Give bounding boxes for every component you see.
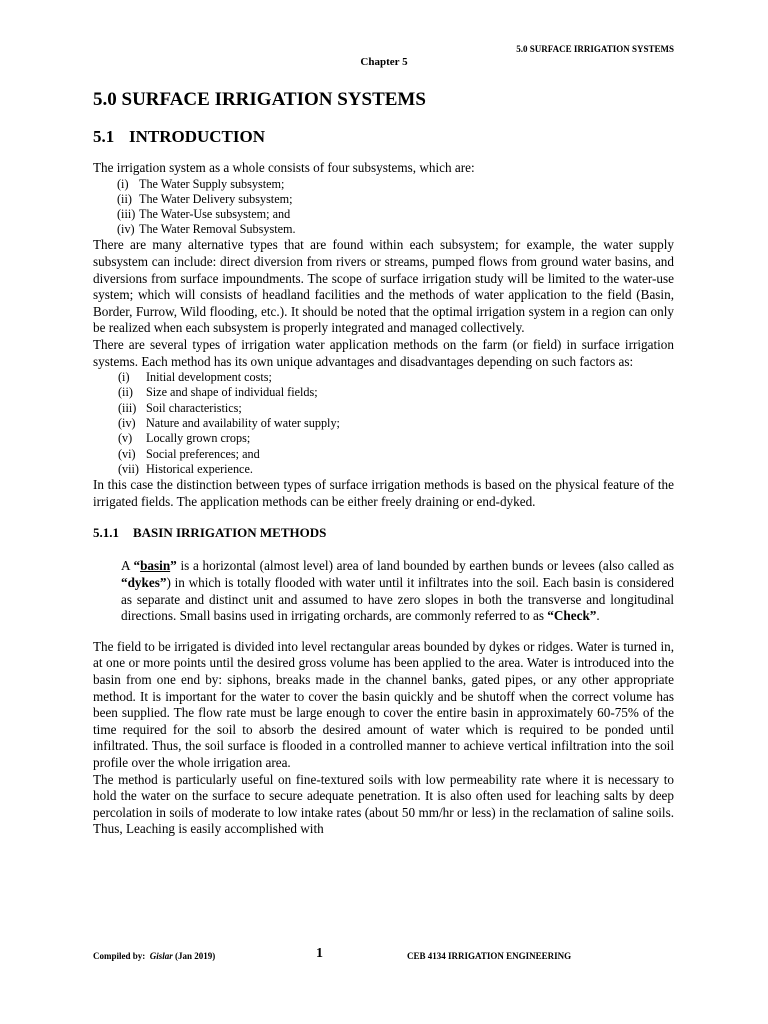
list-item [93, 370, 674, 385]
paragraph: There are several types of irrigation water application methods on the farm (or field) in surface irrigation systems. Each method has its own unique advantages and disadvantages depending on such factors as: [93, 336, 674, 369]
author-name: Gislar [149, 951, 173, 961]
list-marker: (iv) [118, 416, 136, 431]
basin-definition [121, 558, 674, 624]
list-text: Locally grown crops; [146, 431, 251, 446]
course-title: CEB 4134 IRRIGATION ENGINEERING [407, 951, 572, 961]
basin-term [134, 558, 177, 573]
list-marker: (iii) [118, 400, 137, 415]
section-heading [93, 126, 674, 148]
list-text: Social preferences; and [146, 446, 260, 461]
chapter-title: 5.0 SURFACE IRRIGATION SYSTEMS [93, 89, 426, 110]
list-marker: (vi) [118, 446, 136, 461]
subsystem-list [93, 177, 674, 238]
page-number: 1 [316, 946, 323, 961]
list-item [93, 416, 674, 431]
paragraph: The field to be irrigated is divided into level rectangular areas bounded by dykes or ridges. Water is turned in, at one or more points until the desired gross volume has been applied to the area. Water is introduced into the basin from one end by: siphons, breaks made in the channel banks, gated pipes, or any other appropriate method. It is important for the water to cover the basin quickly and be shutoff when the correct volume has been supplied. The flow rate must be large enough to cover the entire basin in approximately 60-75% of the time required for the soil to absorb the desired amount of water which is required to be ponded until infiltrated. Thus, the soil surface is flooded in a controlled manner to achieve vertical infiltration into the soil profile over the whole irrigation area. [93, 638, 674, 770]
dykes-term: “dykes” [121, 575, 167, 591]
list-item [93, 462, 674, 477]
definition-text: is a horizontal (almost level) area of land bounded by earthen bunds or levees (also called as [176, 558, 674, 574]
list-item [93, 431, 674, 446]
running-header: 5.0 SURFACE IRRIGATION SYSTEMS [516, 44, 674, 54]
check-term: “Check” [547, 608, 597, 624]
list-text: Historical experience. [146, 461, 253, 476]
list-text: Nature and availability of water supply; [146, 416, 340, 431]
list-marker: (v) [118, 431, 133, 446]
chapter-label: Chapter 5 [360, 56, 408, 68]
compiled-date: (Jan 2019) [175, 951, 216, 961]
subsection-heading [93, 524, 674, 542]
factor-list [93, 370, 674, 477]
list-text: The Water Supply subsystem; [139, 176, 285, 191]
quote-mark: ” [170, 558, 177, 574]
paragraph: In this case the distinction between types of surface irrigation methods is based on the physical feature of the irrigated fields. The application methods can be either freely draining or end-dyked. [93, 477, 674, 509]
list-text: Soil characteristics; [146, 400, 242, 415]
intro-lead: The irrigation system as a whole consists of four subsystems, which are: [93, 160, 475, 175]
list-text: The Water-Use subsystem; and [139, 207, 291, 221]
section-title: INTRODUCTION [129, 127, 266, 146]
list-marker: (ii) [118, 385, 133, 400]
paragraph: There are many alternative types that are found within each subsystem; for example, the water supply subsystem can include: direct diversion from rivers or streams, pumped flows from ground water basins, and diversions from surface impoundments. The scope of surface irrigation study will be limited to the water-use system; which will consists of headland facilities and the methods of water application to the field (Basin, Border, Furrow, Wild flooding, etc.). It should be noted that the optimal irrigation system in a region can only be realized when each subsystem is properly integrated and managed collectively. [93, 237, 674, 336]
definition-text: A [121, 558, 134, 574]
list-marker: (i) [117, 176, 129, 191]
definition-text: ) in which is totally flooded with water until it infiltrates into the soil. Each basin is considered as separate and distinct unit and assumed to have zero slopes in both the transverse and longitudinal directions. Small basins used in irrigating orchards, are commonly referred to as [121, 575, 674, 624]
list-marker: (iii) [117, 207, 136, 221]
list-item [93, 385, 674, 400]
list-marker: (vii) [118, 461, 139, 476]
paragraph: The method is particularly useful on fine-textured soils with low permeability rate where it is necessary to hold the water on the surface to secure adequate penetration. It is also often used for leaching salts by deep percolation in soils of moderate to low intake rates (about 50 mm/hr or less) in the reclamation of saline soils. Thus, Leaching is easily accomplished with [93, 771, 674, 837]
subsection-number: 5.1.1 [93, 525, 119, 541]
page-content [93, 88, 674, 838]
compiled-label: Compiled by: [93, 951, 146, 961]
list-item [93, 447, 674, 462]
list-marker: (iv) [117, 222, 135, 237]
list-marker: (i) [118, 370, 130, 385]
definition-paragraph [121, 558, 674, 624]
list-item [93, 177, 674, 192]
section-number: 5.1 [93, 127, 115, 146]
subsection-title: BASIN IRRIGATION METHODS [133, 525, 327, 541]
quote-mark: “ [133, 558, 141, 574]
list-text: Initial development costs; [146, 370, 272, 385]
list-item [93, 222, 674, 237]
list-item [93, 207, 674, 222]
list-item [93, 192, 674, 207]
list-text: Size and shape of individual fields; [146, 385, 318, 400]
basin-word: basin [140, 558, 171, 574]
list-item [93, 401, 674, 416]
definition-text: . [596, 608, 600, 624]
list-text: The Water Delivery subsystem; [139, 191, 293, 206]
footer-compiled [93, 951, 215, 961]
list-text: The Water Removal Subsystem. [139, 222, 296, 237]
list-marker: (ii) [117, 191, 132, 206]
